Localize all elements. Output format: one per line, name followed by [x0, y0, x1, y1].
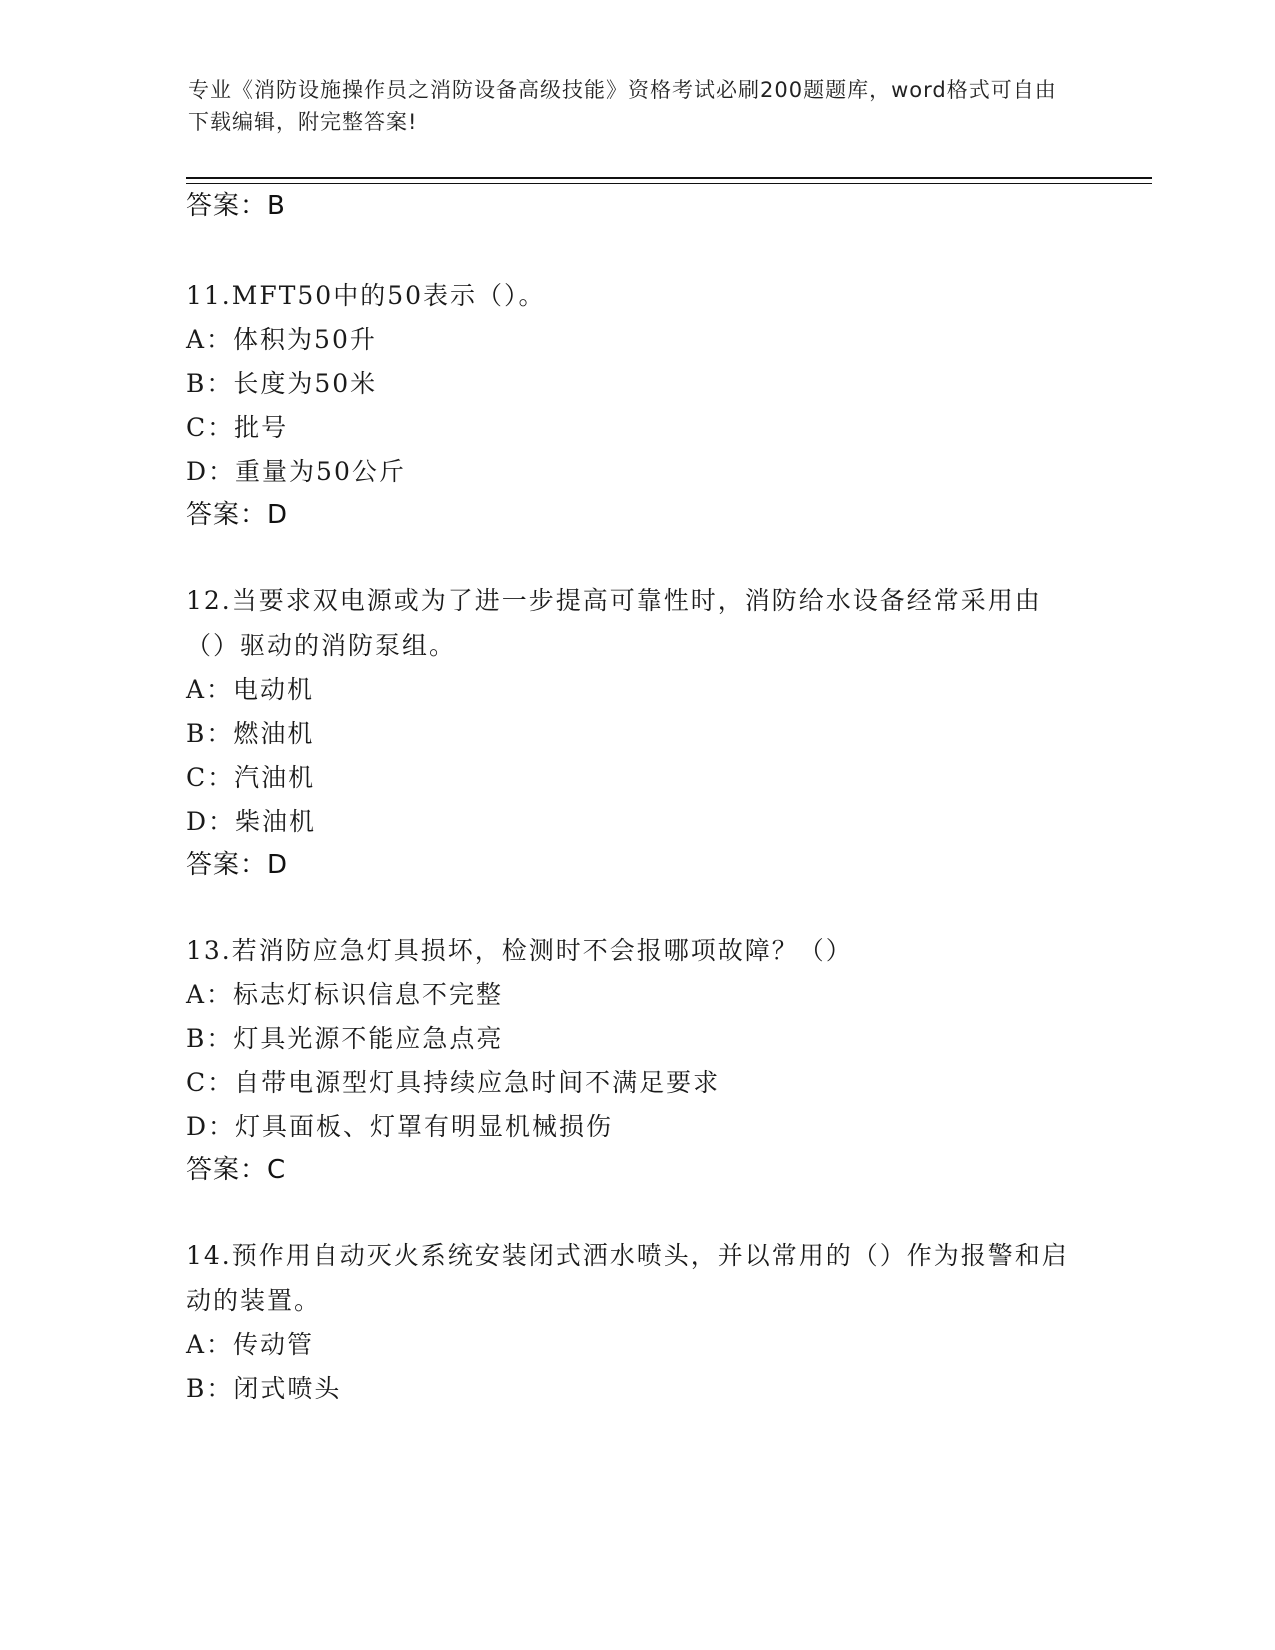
previous-answer: 答案：B	[186, 191, 286, 221]
question-11-stem: 11.MFT50中的50表示（）。	[186, 281, 546, 310]
question-13-answer: 答案：C	[186, 1155, 287, 1185]
question-14-stem: 14.预作用自动灭火系统安装闭式洒水喷头，并以常用的（）作为报警和启动的装置。	[186, 1241, 1069, 1315]
question-11-option-a: A：体积为50升	[186, 325, 377, 354]
question-13-option-a: A：标志灯标识信息不完整	[186, 980, 504, 1009]
question-12-stem: 12.当要求双电源或为了进一步提高可靠性时，消防给水设备经常采用由（）驱动的消防泵组。	[186, 586, 1042, 660]
document-header: 专业《消防设施操作员之消防设备高级技能》资格考试必刷200题题库，word格式可自由下载编辑，附完整答案!	[188, 78, 1057, 134]
question-13-option-d: D：灯具面板、灯罩有明显机械损伤	[186, 1112, 614, 1141]
question-12-option-a: A：电动机	[186, 675, 315, 704]
header-divider-thin	[186, 183, 1152, 184]
question-11-answer: 答案：D	[186, 500, 289, 530]
question-13-option-b: B：灯具光源不能应急点亮	[186, 1024, 504, 1053]
question-12-option-b: B：燃油机	[186, 719, 315, 748]
question-11-option-b: B：长度为50米	[186, 369, 378, 398]
question-12-answer: 答案：D	[186, 850, 289, 880]
question-13-option-c: C：自带电源型灯具持续应急时间不满足要求	[186, 1068, 721, 1097]
question-11-option-c: C：批号	[186, 413, 289, 442]
question-13-stem: 13.若消防应急灯具损坏，检测时不会报哪项故障？（）	[186, 936, 853, 965]
question-14-option-a: A：传动管	[186, 1330, 315, 1359]
header-divider-thick	[186, 177, 1152, 179]
question-14-option-b: B：闭式喷头	[186, 1374, 342, 1403]
question-12-option-d: D：柴油机	[186, 807, 317, 836]
question-12-option-c: C：汽油机	[186, 763, 316, 792]
question-11-option-d: D：重量为50公斤	[186, 457, 406, 486]
